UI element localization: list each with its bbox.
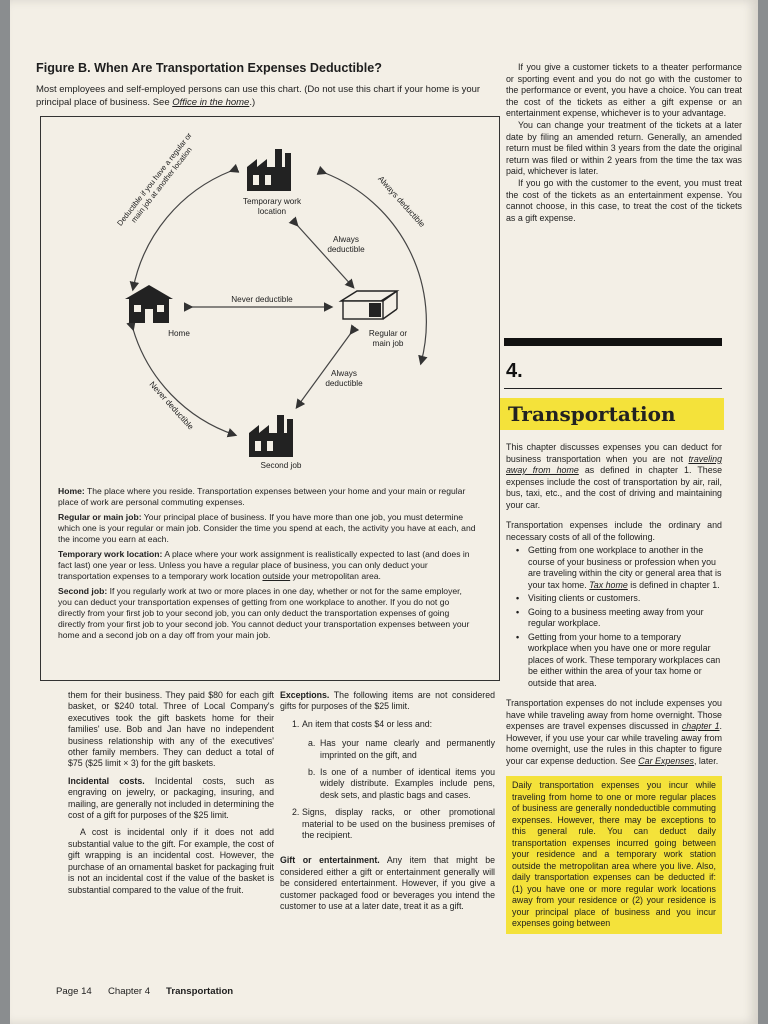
item-text: Is one of a number of identical items you widely distribute. Examples include pens, desk sets, and plastic bags and cases.: [320, 767, 495, 800]
bullet-text: Visiting clients or customers.: [528, 593, 641, 603]
bullet-icon: •: [516, 545, 520, 555]
factory-icon: [247, 149, 291, 191]
label-arc-top-right: Always deductible: [376, 174, 427, 230]
incidental-costs-paragraph: [68, 776, 274, 822]
definition-text: A place where your work assignment is realistically expected to last (and does in fact last) one year or less. Unless you have a regular place of business, you can only deduct your transportation expenses to a temporary work location: [58, 549, 470, 581]
item-number: a.: [308, 738, 316, 749]
column-tickets: [506, 62, 742, 224]
column-transportation: [506, 442, 722, 943]
gift-or-entertainment-paragraph: [280, 855, 495, 912]
desk-icon: [341, 291, 397, 319]
column-exceptions: [280, 690, 495, 919]
tickets-paragraph-1: If you give a customer tickets to a theater performance or sporting event and you do not go with the customer to the performance or event, you have a choice. You can treat the cost of the tickets as either a gift expense or an entertainment expense, whichever is to your advantage.: [506, 62, 742, 119]
list-item: [506, 632, 722, 690]
list-item: [506, 607, 722, 630]
bullet-text: Going to a business meeting away from your regular workplace.: [528, 606, 704, 628]
label-always-deductible-2: Always deductible: [325, 369, 363, 388]
definition-text: If you regularly work at two or more places in one day, whether or not for the same employer, you can deduct your transportation expenses of getting from one workplace to another. If you do not go directly from your first job to your second job, you can only deduct the transportation expenses of going directly from your first job to your second job. You cannot deduct your transportation expenses between your home and a second job on a day off from your main job.: [58, 586, 470, 640]
definition-term: Regular or main job:: [58, 512, 142, 522]
chapter-intro-paragraph: [506, 442, 722, 511]
label-never-deductible: Never deductible: [231, 295, 293, 304]
definition-second-job: [58, 586, 478, 641]
bullet-text: Getting from your home to a temporary workplace when you have one or more regular places of work. These temporary workplaces can be either within the area of your tax home or outside that area.: [528, 631, 721, 688]
car-expenses-link[interactable]: Car Expenses: [638, 755, 694, 766]
definition-term: Second job:: [58, 586, 108, 596]
figure-intro-text: Most employees and self-employed persons can use this chart. (Do not use this chart if your home is your principal place of business. See: [36, 84, 481, 108]
label-regular-or-main-job: Regular or main job: [368, 329, 408, 348]
definition-text: The place where you reside. Transportation expenses between your home and your main or regular place of work are personal commuting expenses.: [58, 486, 466, 507]
figure-definitions: [58, 486, 478, 645]
definition-temporary: [58, 549, 478, 582]
definition-text: Your principal place of business. If you have more than one job, you must determine which one is your regular or main job. Consider the time you spend at each, the activity you have at each, and the income you earn at each.: [58, 512, 476, 544]
bullet-icon: •: [516, 606, 520, 617]
exception-item-1: [280, 719, 495, 730]
incidental-example-paragraph: A cost is incidental only if it does not add substantial value to the gift. For example, the cost of gift wrapping is an incidental cost. However, the purchase of an ornamental basket for packaging fruit is not an incidental cost if the value of the basket is substantial compared to the value of the fruit.: [68, 827, 274, 895]
label-temporary-work-location: Temporary work location: [242, 197, 302, 216]
item-number: b.: [308, 767, 316, 778]
tickets-paragraph-3: If you go with the customer to the event, you must treat the cost of the tickets as an entertainment expense. You cannot choose, in this case, to treat the cost of the tickets as a gift expense.: [506, 177, 742, 223]
exception-subitem-a: [280, 738, 495, 761]
label-always-deductible-1: Always deductible: [327, 235, 365, 254]
gift-or-entertainment-text: Any item that might be considered either a gift or entertainment generally will be considered entertainment. However, if you give a customer packaged food or beverages you intend the customer to use at a later date, treat it as a gift.: [280, 855, 495, 912]
column-gifts-continued: [68, 690, 274, 902]
document-page: [10, 0, 758, 1024]
figure-intro-end: .): [249, 96, 256, 108]
tickets-paragraph-2: You can change your treatment of the tickets at a later date by filing an amended return. Generally, an amended return must be filed within 3 years from the date the original return was filed or within 2 years from the time the tax was paid, whichever is later.: [506, 119, 742, 177]
bullet-tail: is defined in chapter 1.: [630, 579, 720, 590]
transportation-bullet-list: [506, 545, 722, 689]
exception-item-2: [280, 807, 495, 841]
list-item: [506, 545, 722, 591]
footer-page-number: Page 14: [56, 986, 92, 997]
gift-basket-paragraph: them for their business. They paid $80 for each gift basket, or $240 total. Three of Local Company's executives took the gift baskets home for their families' use. Bob and Jan have no independent business relationship with any of the executives' other family members. They can deduct a total of $75 ($25 limit × 3) for the gift baskets.: [68, 690, 274, 769]
gift-or-entertainment-heading: Gift or entertainment.: [280, 855, 380, 866]
label-arc-bottom-left: Never deductible: [147, 379, 196, 432]
bullet-icon: •: [516, 631, 520, 642]
chapter-title: Transportation: [500, 398, 724, 430]
footer-title: Transportation: [166, 986, 234, 997]
house-icon: [125, 285, 173, 323]
item-number: 1.: [292, 718, 300, 729]
footer-chapter: Chapter 4: [108, 986, 151, 997]
item-text: Signs, display racks, or other promotional material to be used on the business premises of the recipient.: [302, 807, 495, 841]
bullet-text: Getting from one workplace to another in the course of your business or profession when you are traveling within the city or general area that is your tax home.: [528, 545, 722, 590]
definition-regular-job: [58, 512, 478, 545]
item-text: Has your name clearly and permanently imprinted on the gift, and: [320, 738, 495, 760]
exceptions-text: The following items are not considered gifts for purposes of the $25 limit.: [280, 690, 495, 712]
exceptions-heading: Exceptions.: [280, 690, 330, 700]
exclusion-text-3: , later.: [693, 755, 719, 766]
item-number: 2.: [292, 807, 300, 818]
chapter-rule: [504, 388, 722, 389]
figure-title: Figure B. When Are Transportation Expenses Deductible?: [36, 61, 382, 75]
label-second-job: Second job: [260, 461, 302, 470]
definition-term: Home:: [58, 486, 85, 496]
incidental-costs-heading: Incidental costs.: [68, 775, 145, 786]
definition-home: [58, 486, 478, 508]
item-text: An item that costs $4 or less and:: [302, 718, 433, 729]
definition-term: Temporary work location:: [58, 549, 163, 559]
office-in-home-link[interactable]: Office in the home: [172, 96, 250, 108]
label-arc-top-left: Deductible if you have a regular or main job at another location: [115, 130, 194, 228]
exclusion-text-2: . However, if you use your car while traveling away from home overnight, use the rules in this chapter to figure your car expense deduction. See: [506, 721, 722, 766]
chapter-intro-text: This chapter discusses expenses you can deduct for business transportation when you are not: [506, 442, 722, 464]
list-item: [506, 593, 722, 605]
definition-tail: your metropolitan area.: [292, 571, 381, 581]
list-intro: Transportation expenses include the ordinary and necessary costs of all of the following.: [506, 520, 722, 542]
highlighted-paragraph: Daily transportation expenses you incur while traveling from home to one or more regular places of business are generally nondeductible commuting expenses. However, there may be exceptions to this general rule. You can deduct daily transportation expenses incurred going between your residence and a temporary work station outside the metropolitan area where you live. Also, daily transportation expenses can be deducted if: (1) you have one or more regular work locations away from your residence or (2) your residence is your principal place of business and you incur expenses going between: [506, 776, 722, 934]
traveling-away-link[interactable]: traveling away from home: [506, 453, 722, 475]
chapter-number: 4.: [506, 360, 523, 382]
definition-underline: outside: [262, 571, 291, 581]
chapter-1-link[interactable]: chapter 1: [681, 721, 720, 731]
exception-subitem-b: [280, 767, 495, 801]
second-job-factory-icon: [249, 415, 293, 457]
chapter-intro-text-2: as defined in chapter 1. These expenses include the cost of transportation by air, rail, bus, taxi, etc., and the cost of driving and maintaining your car.: [506, 465, 722, 510]
tax-home-link[interactable]: Tax home: [589, 579, 628, 590]
bullet-icon: •: [516, 593, 520, 603]
exclusion-paragraph: [506, 698, 722, 767]
chapter-bar: [504, 338, 722, 346]
exceptions-paragraph: [280, 690, 495, 713]
exclusion-text: Transportation expenses do not include expenses you have while traveling away from home overnight. Those expenses are travel expenses discussed in: [506, 698, 722, 731]
figure-intro: [36, 84, 506, 109]
label-home: Home: [168, 329, 190, 338]
incidental-costs-text: Incidental costs, such as engraving on jewelry, or packaging, insuring, and mailing, are generally not included in determining the cost of a gift for purposes of the $25 limit.: [68, 775, 274, 821]
